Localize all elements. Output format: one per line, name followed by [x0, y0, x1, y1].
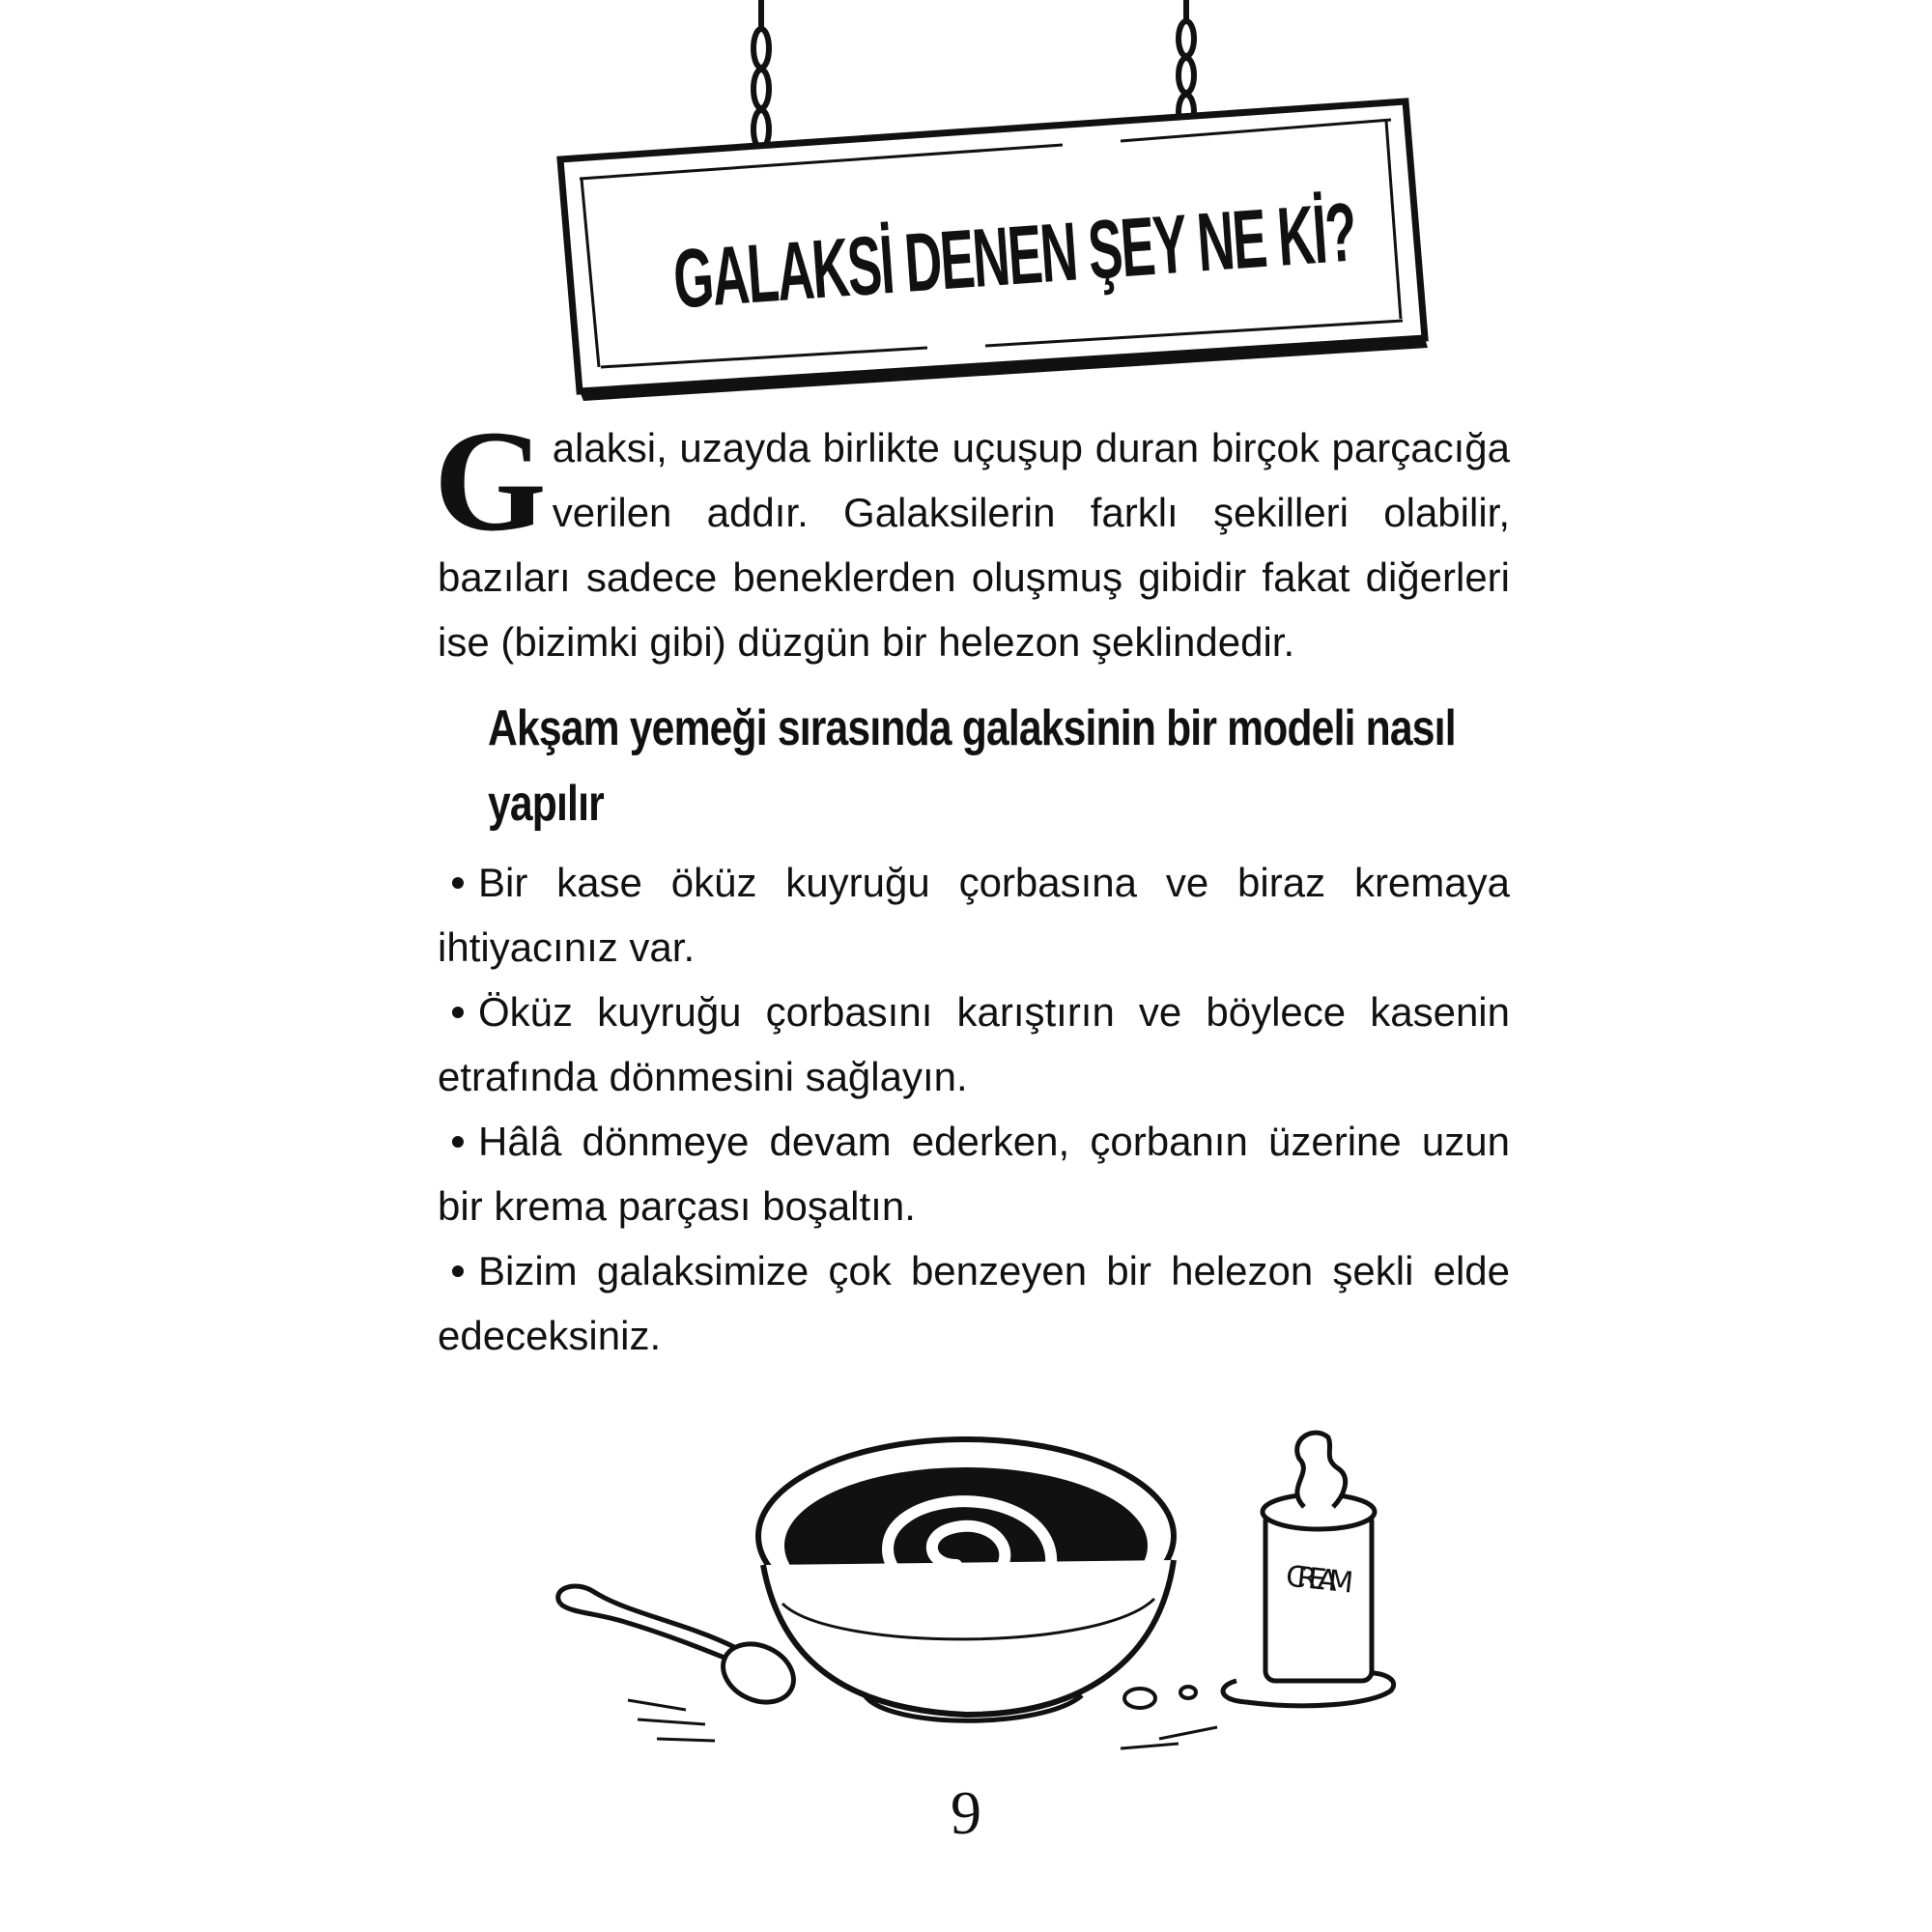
intro-text: alaksi, uzayda birlikte uçuşup duran birçok parçacığa verilen addır. Galaksilerin farklı şekilleri olabilir, bazıları sadece beneklerden oluşmuş gibidir fakat diğerleri ise (bizimki gibi) düzgün bir helezon şeklindedir.	[438, 425, 1510, 665]
bullet-icon: •	[450, 1248, 466, 1293]
bowl-icon	[758, 1439, 1174, 1720]
page-number: 9	[951, 1778, 981, 1847]
bullet-icon: •	[450, 1119, 466, 1164]
steps-list	[438, 850, 1510, 1368]
list-item: • Hâlâ dönmeye devam ederken, çorbanın üzerine uzun bir krema parçası boşaltın.	[438, 1109, 1510, 1238]
list-item: • Öküz kuyruğu çorbasını karıştırın ve böylece kasenin etrafında dönmesini sağlayın.	[438, 980, 1510, 1109]
section-heading: Akşam yemeği sırasında galaksinin bir modeli nasıl yapılır	[488, 700, 1456, 832]
jar-label: CREAM	[1284, 1559, 1355, 1601]
bullet-icon: •	[450, 860, 466, 905]
spoon-icon	[558, 1586, 804, 1741]
soup-bowl-illustration-icon	[541, 1420, 1430, 1768]
list-item: • Bizim galaksimize çok benzeyen bir helezon şekli elde edeceksiniz.	[438, 1238, 1510, 1368]
list-item: • Bir kase öküz kuyruğu çorbasına ve biraz kremaya ihtiyacınız var.	[438, 850, 1510, 980]
bullet-icon: •	[450, 989, 466, 1035]
drop-cap: G	[434, 401, 547, 561]
intro-paragraph	[434, 401, 1510, 674]
page-title: GALAKSİ DENEN ŞEY NE Kİ?	[670, 185, 1358, 327]
